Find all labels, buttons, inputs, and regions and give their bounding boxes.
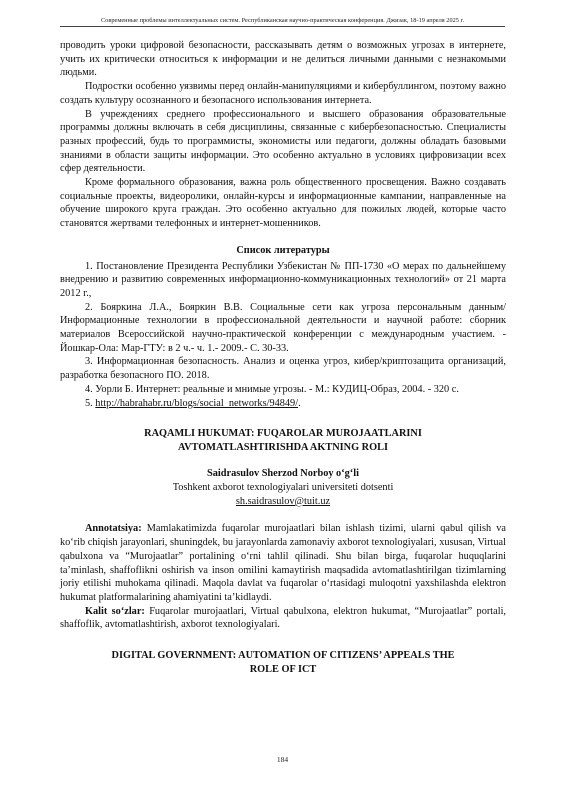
annotation-label: Annotatsiya: (85, 523, 142, 535)
english-title-line: ROLE OF ICT (249, 664, 317, 676)
reference-item: 1. Постановление Президента Республики Узбекистан № ПП-1730 «О мерах по дальнейшему внедрению и развитию современных информационно-коммуникационных технологий» от 21 марта 2012 г., (60, 260, 506, 299)
reference-item: 2. Бояркина Л.А., Бояркин В.В. Социальные сети как угроза персональным данным/Информационные технологии в профессиональной деятельности и научной работе: сборник материалов Всероссийской научно-практической конференции с международным участием. - Йошкар-Ола: Мар-ГТУ: в 2 ч.- ч. 1.- 2009.- С. 30-33. (60, 301, 506, 354)
author-email[interactable]: sh.saidrasulov@tuit.uz (235, 495, 331, 507)
author-name: Saidrasulov Sherzod Norboy o‘g‘li (207, 468, 359, 480)
reference-item: 3. Информационная безопасность. Анализ и оценка угроз, кибер/криптозащита организаций, разработка безопасного ПО. 2018. (60, 356, 506, 382)
running-header: Современные проблемы интеллектуальных систем. Республиканская научно-практическая конференция. Джизак, 18-19 апреля 2025 г. (60, 17, 505, 27)
author-email-line (60, 495, 506, 509)
paragraph-continuation: проводить уроки цифровой безопасности, рассказывать детям о возможных угрозах в интернете, учить их критически относиться к информации и не делиться личными данными с незнакомыми людьми. (60, 40, 506, 79)
author-affiliation: Toshkent axborot texnologiyalari universiteti dotsenti (172, 481, 394, 493)
article-title-line: RAQAMLI HUKUMAT: FUQAROLAR MUROJAATLARINI (144, 428, 422, 440)
paragraph: Подростки особенно уязвимы перед онлайн-манипуляциями и кибербуллингом, поэтому важно создать культуру осознанного и безопасного использования интернета. (60, 81, 506, 106)
reference-suffix: . (298, 397, 301, 409)
english-title (60, 649, 506, 677)
keywords (60, 605, 506, 632)
reference-item: 4. Уорли Б. Интернет: реальные и мнимые угрозы. - М.: КУДИЦ-Образ, 2004. - 320 с. (85, 383, 459, 395)
article-title (60, 427, 506, 455)
annotation (60, 522, 506, 604)
reference-link[interactable]: http://habrahabr.ru/blogs/social_networks/94849/ (95, 397, 299, 409)
keywords-label: Kalit so‘zlar: (85, 605, 145, 617)
references-heading: Список литературы (236, 244, 330, 256)
annotation-text: Mamlakatimizda fuqarolar murojaatlari bilan ishlash tizimi, ularni qabul qilish va ko‘rib chiqish jarayonlari, shuningdek, bu jarayonlarda zamonaviy axborot texnologiyalari, xususan, Virtual qabulxona va “Murojaatlar” portalining o‘rni tahlil qilinadi. Shu bilan birga, fuqarolar huquqlarini ta’minlash, shaffoflikni oshirish va inson omilini kamaytirish maqsadida avtomatlashtirilgan tizimlarning joriy etilishi muhokama qilinadi. Maqola davlat va fuqarolar o‘rtasidagi muloqotni yaxshilashda elektron hukumat platformalarining ahamiyatini ta’kidlaydi. (60, 523, 506, 603)
page-number: 184 (276, 755, 289, 764)
keywords-text: Fuqarolar murojaatlari, Virtual qabulxona, elektron hukumat, “Murojaatlar” portali, shaffoflik, avtomatlashtirish, axborot texnologiyalari. (60, 605, 507, 631)
paragraph: Кроме формального образования, важна роль общественного просвещения. Важно создавать социальные проекты, видеоролики, онлайн-курсы и информационные кампании, направленные на обучение широкого круга граждан. Это особенно актуально для пожилых людей, которые часто становятся жертвами телефонных и интернет-мошенников. (60, 177, 506, 230)
paragraph: В учреждениях среднего профессионального и высшего образования образовательные программы должны включать в себя дисциплины, связанные с кибербезопасностью. Специалисты разных профессий, будь то программисты, экономисты или педагоги, должны обладать базовыми знаниями в области защиты информации. Это особенно актуально в условиях цифровизации всех сфер деятельности. (60, 108, 506, 175)
english-title-line: DIGITAL GOVERNMENT: AUTOMATION OF CITIZENS’ APPEALS THE (111, 650, 455, 662)
page-content (60, 39, 506, 677)
reference-number: 5. (85, 397, 96, 409)
reference-item (60, 397, 506, 411)
article-title-line: AVTOMATLASHTIRISHDA AKTNING ROLI (178, 442, 388, 454)
